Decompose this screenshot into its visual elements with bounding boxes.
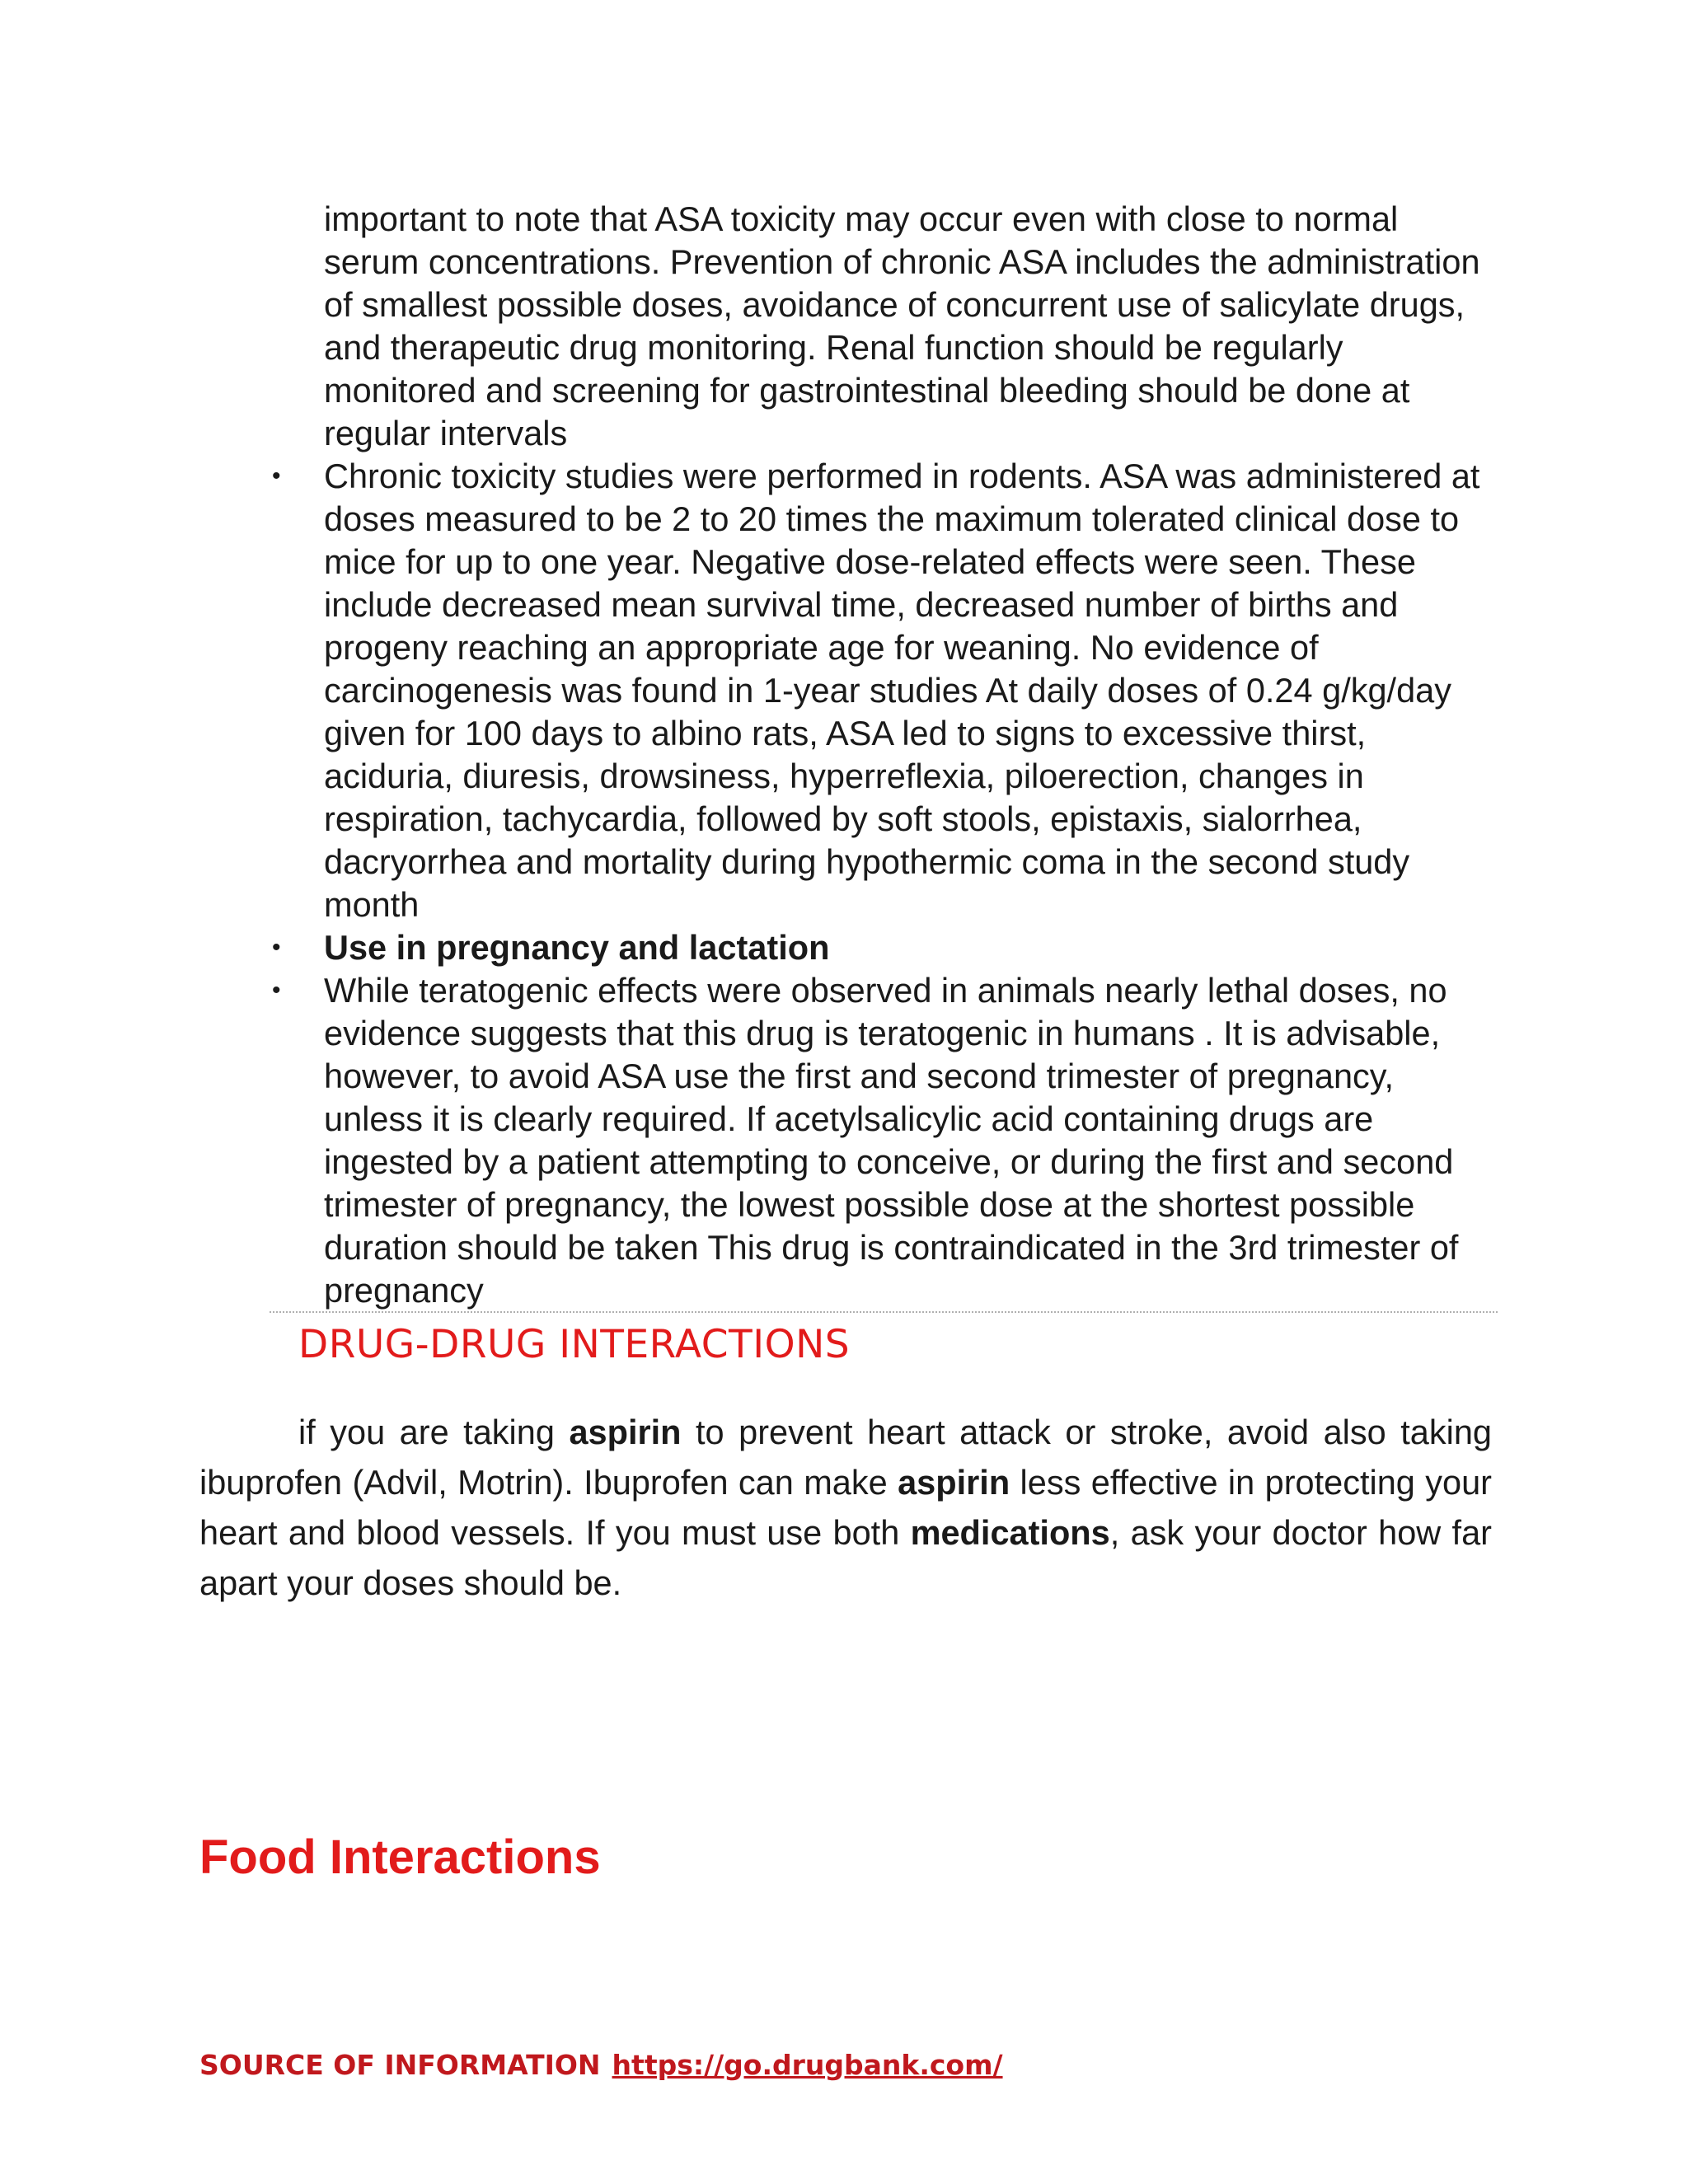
drug-interactions-heading: DRUG-DRUG INTERACTIONS	[298, 1322, 851, 1367]
list-item-text: important to note that ASA toxicity may occur even with close to normal serum concentrations. Prevention of chronic ASA includes the administration of smallest possible doses, avoidance of concurrent use of salicylate drugs, and therapeutic drug monitoring. Renal function should be regularly monitored and screening for gastrointestinal bleeding should be done at regular intervals	[324, 199, 1480, 452]
drug-interactions-paragraph	[199, 1407, 1492, 1608]
list-item	[272, 926, 1492, 969]
bullet-icon: •	[272, 462, 281, 490]
paragraph-text: to prevent heart attack or stroke, avoid also taking ibuprofen (Advil, Motrin). Ibuprofen can make	[199, 1413, 1492, 1502]
list-item	[272, 198, 1492, 455]
paragraph-text: less effective in protecting your heart and blood vessels. If you must use both	[199, 1463, 1492, 1552]
paragraph-bold-text: aspirin	[569, 1413, 682, 1451]
food-interactions-heading: Food Interactions	[199, 1830, 601, 1884]
paragraph-text: if you are taking	[298, 1413, 570, 1451]
paragraph-bold-text: aspirin	[898, 1463, 1010, 1502]
list-item-text: Chronic toxicity studies were performed in rodents. ASA was administered at doses measured to be 2 to 20 times the maximum tolerated clinical dose to mice for up to one year. Negative dose-related effects were seen. These include decreased mean survival time, decreased number of births and progeny reaching an appropriate age for weaning. No evidence of carcinogenesis was found in 1-year studies At daily doses of 0.24 g/kg/day given for 100 days to albino rats, ASA led to signs to excessive thirst, aciduria, diuresis, drowsiness, hyperreflexia, piloerection, changes in respiration, tachycardia, followed by soft stools, epistaxis, sialorrhea, dacryorrhea and mortality during hypothermic coma in the second study month	[324, 457, 1480, 924]
paragraph-text: , ask your doctor how far apart your doses should be.	[199, 1513, 1492, 1602]
source-link[interactable]: https://go.drugbank.com/	[612, 2049, 1003, 2081]
pregnancy-subheading: Use in pregnancy and lactation	[324, 928, 830, 967]
toxicity-bullet-list	[272, 198, 1492, 1312]
list-item-text: While teratogenic effects were observed in animals nearly lethal doses, no evidence suggests that this drug is teratogenic in humans . It is advisable, however, to avoid ASA use the first and second trimester of pregnancy, unless it is clearly required. If acetylsalicylic acid containing drugs are ingested by a patient attempting to conceive, or during the first and second trimester of pregnancy, the lowest possible dose at the shortest possible duration should be taken This drug is contraindicated in the 3rd trimester of pregnancy	[324, 971, 1459, 1310]
source-line	[199, 2049, 1003, 2081]
bullet-icon: •	[272, 977, 281, 1004]
list-item	[272, 969, 1492, 1312]
section-divider	[270, 1311, 1498, 1313]
paragraph-bold-text: medications	[910, 1513, 1110, 1552]
source-label: SOURCE OF INFORMATION	[199, 2049, 601, 2081]
list-item	[272, 455, 1492, 926]
bullet-icon: •	[272, 934, 281, 961]
